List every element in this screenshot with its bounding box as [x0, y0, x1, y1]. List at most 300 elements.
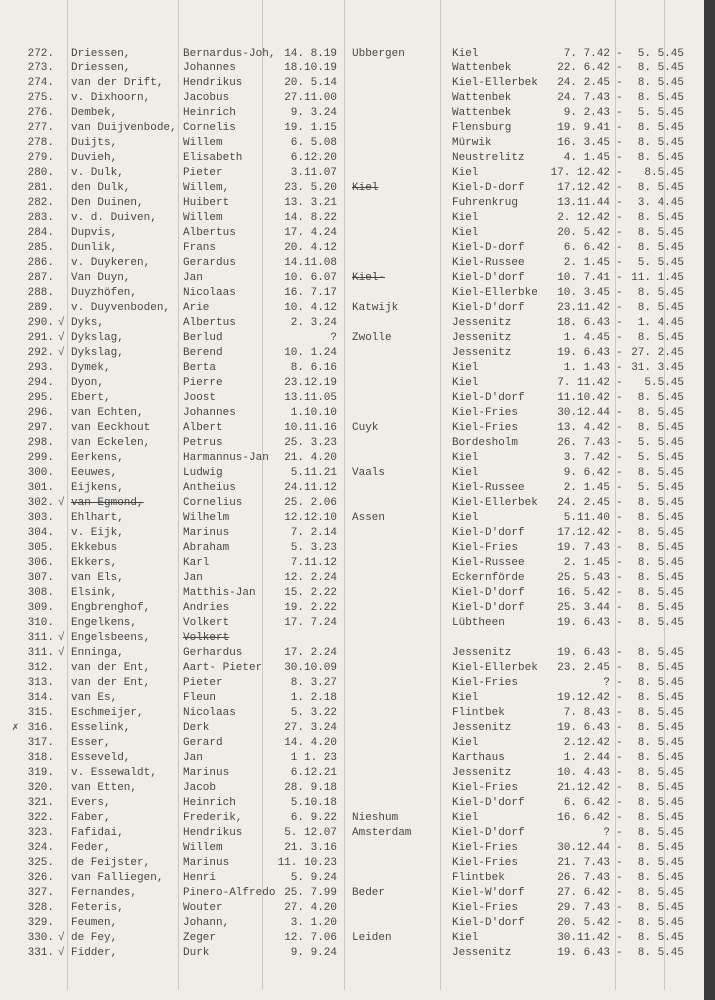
cell-dash: - [616, 842, 623, 854]
cell-nr: 302. [27, 497, 54, 509]
cell-born: 18.10.19 [284, 62, 337, 74]
cell-from: 9. 2.43 [563, 107, 610, 119]
cell-camp: Wattenbek [452, 62, 512, 74]
cell-from: 17.12.42 [557, 182, 610, 194]
cell-surname: Duyzhöfen, [71, 287, 138, 299]
cell-camp: Jessenitz [452, 647, 512, 659]
cell-surname: van Echten, [71, 407, 144, 419]
cell-surname: van der Drift, [71, 77, 164, 89]
cell-birthplace: Ubbergen [352, 48, 405, 60]
cell-camp: Kiel [452, 467, 479, 479]
cell-dash: - [616, 392, 623, 404]
check-mark-icon: √ [58, 647, 65, 659]
cell-surname: Ekkers, [71, 557, 118, 569]
cell-dash: - [616, 62, 623, 74]
cell-from: 23.11.42 [557, 302, 610, 314]
cell-dash: - [616, 437, 623, 449]
cell-camp: Kiel-Fries [452, 782, 519, 794]
cell-firstname: Nicolaas [183, 707, 236, 719]
cell-to: 8. 5.45 [637, 587, 684, 599]
cell-camp: Kiel [452, 167, 479, 179]
cell-nr: 299. [27, 452, 54, 464]
cell-camp: Kiel-Ellerbek [452, 77, 538, 89]
cell-surname: Feteris, [71, 902, 124, 914]
cell-camp: Eckernförde [452, 572, 525, 584]
cell-dash: - [616, 302, 623, 314]
cell-dash: - [616, 467, 623, 479]
cell-to: 5.5.45 [644, 377, 684, 389]
cell-to: 8. 5.45 [637, 62, 684, 74]
cell-born: 23.12.19 [284, 377, 337, 389]
cell-born: 6. 9.22 [290, 812, 337, 824]
cell-dash: - [616, 647, 623, 659]
cell-dash: - [616, 677, 623, 689]
cell-nr: 306. [27, 557, 54, 569]
cell-surname: Fernandes, [71, 887, 138, 899]
cell-firstname: Wouter [183, 902, 223, 914]
cell-to: 8. 5.45 [637, 707, 684, 719]
cell-firstname: Frans [183, 242, 217, 254]
cell-dash: - [616, 932, 623, 944]
cell-dash: - [616, 782, 623, 794]
cell-from: 22. 6.42 [557, 62, 610, 74]
cell-nr: 324. [27, 842, 54, 854]
cell-dash: - [616, 662, 623, 674]
cell-dash: - [616, 287, 623, 299]
cell-firstname: Gerard [183, 737, 223, 749]
cell-camp: Wattenbek [452, 107, 512, 119]
cell-nr: 294. [27, 377, 54, 389]
cell-camp: Kiel-Fries [452, 407, 519, 419]
cell-dash: - [616, 377, 623, 389]
cell-nr: 279. [27, 152, 54, 164]
cell-from: 11.10.42 [557, 392, 610, 404]
cell-to: 8. 5.45 [637, 497, 684, 509]
cell-firstname: Pinero-Alfredo [183, 887, 276, 899]
cell-surname: Driessen, [71, 48, 131, 60]
cell-surname: de Feijster, [71, 857, 151, 869]
cell-to: 8. 5.45 [637, 227, 684, 239]
cell-birthplace: Amsterdam [352, 827, 412, 839]
cell-from: 2. 1.45 [563, 482, 610, 494]
cell-to: 8. 5.45 [637, 467, 684, 479]
cell-surname: de Fey, [71, 932, 118, 944]
cell-surname: Eeuwes, [71, 467, 118, 479]
cell-to: 8. 5.45 [637, 617, 684, 629]
cell-firstname: Karl [183, 557, 210, 569]
cell-dash: - [616, 122, 623, 134]
cell-from: 6. 6.42 [563, 242, 610, 254]
cell-surname: Engbrenghof, [71, 602, 151, 614]
cell-nr: 309. [27, 602, 54, 614]
cell-firstname: Aart- Pieter [183, 662, 263, 674]
cell-to: 5. 5.45 [637, 437, 684, 449]
cell-surname: van Falliegen, [71, 872, 164, 884]
cell-to: 8. 5.45 [637, 557, 684, 569]
cell-nr: 297. [27, 422, 54, 434]
cell-from: 17. 12.42 [550, 167, 610, 179]
cell-born: 5.10.18 [290, 797, 337, 809]
cell-camp: Kiel-Fries [452, 422, 519, 434]
column-rule [262, 0, 263, 990]
cell-dash: - [616, 317, 623, 329]
cell-firstname: Cornelius [183, 497, 243, 509]
cell-firstname: Wilhelm [183, 512, 230, 524]
cell-camp: Karthaus [452, 752, 505, 764]
cell-born: 5. 3.22 [290, 707, 337, 719]
cell-camp: Kiel-D'dorf [452, 392, 525, 404]
cell-surname: Esseveld, [71, 752, 131, 764]
cell-surname: den Dulk, [71, 182, 131, 194]
cell-to: 8. 5.45 [637, 182, 684, 194]
cell-dash: - [616, 48, 623, 60]
cell-to: 8. 5.45 [637, 212, 684, 224]
cell-from: 19. 6.43 [557, 947, 610, 959]
cell-from: 23. 2.45 [557, 662, 610, 674]
cell-dash: - [616, 602, 623, 614]
cell-surname: Dykslag, [71, 347, 124, 359]
cell-to: 8. 5.45 [637, 662, 684, 674]
cell-dash: - [616, 617, 623, 629]
cell-to: 8. 5.45 [637, 302, 684, 314]
cell-firstname: Abraham [183, 542, 230, 554]
cell-to: 3. 4.45 [637, 197, 684, 209]
cell-to: 8. 5.45 [637, 842, 684, 854]
cell-born: 19. 1.15 [284, 122, 337, 134]
cell-nr: 280. [27, 167, 54, 179]
cell-from: 19. 6.43 [557, 617, 610, 629]
cell-nr: 320. [27, 782, 54, 794]
cell-born: 10. 4.12 [284, 302, 337, 314]
cell-dash: - [616, 92, 623, 104]
cell-nr: 289. [27, 302, 54, 314]
cell-from: 5.11.40 [563, 512, 610, 524]
cell-camp: Bordesholm [452, 437, 519, 449]
cell-to: 27. 2.45 [631, 347, 684, 359]
cell-dash: - [616, 347, 623, 359]
column-rule [344, 0, 345, 990]
cell-dash: - [616, 407, 623, 419]
cell-surname: van der Ent, [71, 677, 151, 689]
cell-surname: Driessen, [71, 62, 131, 74]
cell-surname: Van Duyn, [71, 272, 131, 284]
cell-camp: Kiel-Russee [452, 557, 525, 569]
cell-surname: van Egmond, [71, 497, 144, 509]
cell-born: 13.11.05 [284, 392, 337, 404]
cell-firstname: Berlud [183, 332, 223, 344]
cell-firstname: Berend [183, 347, 223, 359]
cell-camp: Kiel-Ellerbek [452, 497, 538, 509]
cell-nr: 321. [27, 797, 54, 809]
cell-camp: Kiel [452, 227, 479, 239]
cell-nr: 310. [27, 617, 54, 629]
cell-from: 19. 6.43 [557, 647, 610, 659]
cell-dash: - [616, 512, 623, 524]
cell-surname: Dyks, [71, 317, 105, 329]
cell-nr: 329. [27, 917, 54, 929]
cell-nr: 318. [27, 752, 54, 764]
cell-dash: - [616, 902, 623, 914]
cell-firstname: Marinus [183, 857, 230, 869]
cell-dash: - [616, 452, 623, 464]
cell-camp: Mürwik [452, 137, 492, 149]
cell-firstname: Gerardus [183, 257, 236, 269]
cell-dash: - [616, 692, 623, 704]
cell-dash: - [616, 572, 623, 584]
cell-from: 24. 2.45 [557, 77, 610, 89]
cell-surname: van Els, [71, 572, 124, 584]
cell-from: 25. 5.43 [557, 572, 610, 584]
cell-firstname: Johann, [183, 917, 230, 929]
cell-birthplace: Vaals [352, 467, 386, 479]
cell-firstname: Fleun [183, 692, 217, 704]
cell-to: 8. 5.45 [637, 122, 684, 134]
cell-nr: 313. [27, 677, 54, 689]
cell-born: 13. 3.21 [284, 197, 337, 209]
cell-to: 11. 1.45 [631, 272, 684, 284]
cell-born: 14. 8.19 [284, 48, 337, 60]
cell-born: 2. 3.24 [290, 317, 337, 329]
cell-from: 19. 7.43 [557, 542, 610, 554]
cell-firstname: Arie [183, 302, 210, 314]
cell-to: 31. 3.45 [631, 362, 684, 374]
cell-nr: 284. [27, 227, 54, 239]
cell-dash: - [616, 182, 623, 194]
cell-surname: van Duijvenbode, [71, 122, 177, 134]
cell-firstname: Hendrikus [183, 77, 243, 89]
cell-from: 19.12.42 [557, 692, 610, 704]
cell-born: 3.11.07 [290, 167, 337, 179]
cell-to: 8. 5.45 [637, 947, 684, 959]
cell-surname: v. Duyvenboden, [71, 302, 171, 314]
cell-surname: van der Ent, [71, 662, 151, 674]
cell-firstname: Joost [183, 392, 217, 404]
cell-to: 8. 5.45 [637, 752, 684, 764]
cell-surname: Den Duinen, [71, 197, 144, 209]
cell-born: 10.11.16 [284, 422, 337, 434]
cell-nr: 293. [27, 362, 54, 374]
cell-to: 8. 5.45 [637, 677, 684, 689]
cell-born: 21. 4.20 [284, 452, 337, 464]
cell-surname: Dunlik, [71, 242, 118, 254]
cell-nr: 328. [27, 902, 54, 914]
cell-surname: v. Essewaldt, [71, 767, 157, 779]
cell-nr: 295. [27, 392, 54, 404]
column-rule [178, 0, 179, 990]
cell-surname: Esser, [71, 737, 111, 749]
cell-nr: 307. [27, 572, 54, 584]
cell-to: 5. 5.45 [637, 452, 684, 464]
cell-born: 27. 3.24 [284, 722, 337, 734]
cell-from: 30.12.44 [557, 407, 610, 419]
cell-camp: Fuhrenkrug [452, 197, 519, 209]
cell-born: 7.11.12 [290, 557, 337, 569]
cell-born: ? [330, 332, 337, 344]
cell-dash: - [616, 737, 623, 749]
cell-born: 17. 2.24 [284, 647, 337, 659]
cell-to: 8. 5.45 [637, 527, 684, 539]
cell-dash: - [616, 362, 623, 374]
cell-surname: van Eckelen, [71, 437, 151, 449]
cell-dash: - [616, 827, 623, 839]
cell-nr: 287. [27, 272, 54, 284]
cell-from: 7. 8.43 [563, 707, 610, 719]
cell-camp: Kiel-D'dorf [452, 527, 525, 539]
cell-from: 2. 12.42 [557, 212, 610, 224]
cell-nr: 319. [27, 767, 54, 779]
cell-camp: Kiel-D'dorf [452, 797, 525, 809]
cell-surname: Feumen, [71, 917, 118, 929]
cell-dash: - [616, 227, 623, 239]
column-rule [67, 0, 68, 990]
cell-firstname: Albertus [183, 227, 236, 239]
cell-born: 12. 7.06 [284, 932, 337, 944]
cell-camp: Kiel [452, 737, 479, 749]
cell-born: 9. 3.24 [290, 107, 337, 119]
cell-born: 8. 6.16 [290, 362, 337, 374]
cell-nr: 331. [27, 947, 54, 959]
cell-to: 5. 5.45 [637, 48, 684, 60]
cell-born: 7. 2.14 [290, 527, 337, 539]
cell-surname: Eijkens, [71, 482, 124, 494]
cell-to: 8. 5.45 [637, 917, 684, 929]
check-mark-icon: √ [58, 932, 65, 944]
cell-born: 19. 2.22 [284, 602, 337, 614]
cell-firstname: Willem [183, 137, 223, 149]
cell-from: 7. 7.42 [563, 48, 610, 60]
cell-from: 10. 4.43 [557, 767, 610, 779]
cell-nr: 315. [27, 707, 54, 719]
cell-surname: Faber, [71, 812, 111, 824]
cell-nr: 314. [27, 692, 54, 704]
cell-nr: 323. [27, 827, 54, 839]
cell-dash: - [616, 917, 623, 929]
cell-nr: 316. [27, 722, 54, 734]
cell-to: 8. 5.45 [637, 287, 684, 299]
cell-surname: van Etten, [71, 782, 138, 794]
cell-surname: van Es, [71, 692, 118, 704]
cell-camp: Jessenitz [452, 722, 512, 734]
cell-born: 25. 3.23 [284, 437, 337, 449]
cell-to: 8. 5.45 [637, 242, 684, 254]
cell-to: 1. 4.45 [637, 317, 684, 329]
cell-from: 30.12.44 [557, 842, 610, 854]
cell-firstname: Heinrich [183, 797, 236, 809]
cell-surname: Eschmeijer, [71, 707, 144, 719]
cell-to: 8. 5.45 [637, 782, 684, 794]
cell-camp: Kiel [452, 932, 479, 944]
cell-from: 16. 5.42 [557, 587, 610, 599]
cell-camp: Kiel [452, 812, 479, 824]
cell-from: 19. 6.43 [557, 347, 610, 359]
cell-camp: Kiel-D'dorf [452, 587, 525, 599]
cell-to: 8. 5.45 [637, 932, 684, 944]
cell-surname: Feder, [71, 842, 111, 854]
cell-from: 6. 6.42 [563, 797, 610, 809]
cell-to: 8. 5.45 [637, 812, 684, 824]
cell-born: 5. 9.24 [290, 872, 337, 884]
cell-from: 10. 3.45 [557, 287, 610, 299]
cell-born: 6.12.20 [290, 152, 337, 164]
cell-firstname: Volkert [183, 617, 230, 629]
cell-firstname: Huibert [183, 197, 230, 209]
cell-born: 16. 7.17 [284, 287, 337, 299]
cell-to: 8. 5.45 [637, 872, 684, 884]
cell-camp: Kiel-Russee [452, 257, 525, 269]
cell-firstname: Johannes [183, 407, 236, 419]
cell-firstname: Bernardus-Joh, [183, 48, 276, 60]
cell-nr: 278. [27, 137, 54, 149]
cell-nr: 327. [27, 887, 54, 899]
cell-firstname: Marinus [183, 527, 230, 539]
cell-born: 15. 2.22 [284, 587, 337, 599]
cell-from: 10. 7.41 [557, 272, 610, 284]
cell-to: 8. 5.45 [637, 857, 684, 869]
cell-born: 1. 2.18 [290, 692, 337, 704]
cell-dash: - [616, 797, 623, 809]
cell-dash: - [616, 857, 623, 869]
cell-nr: 322. [27, 812, 54, 824]
pencil-mark-icon: ✗ [12, 722, 19, 734]
cell-to: 8. 5.45 [637, 827, 684, 839]
cell-dash: - [616, 422, 623, 434]
cell-dash: - [616, 482, 623, 494]
cell-nr: 330. [27, 932, 54, 944]
check-mark-icon: √ [58, 947, 65, 959]
cell-nr: 296. [27, 407, 54, 419]
cell-surname: Eerkens, [71, 452, 124, 464]
cell-to: 8. 5.45 [637, 407, 684, 419]
cell-from: 2. 1.45 [563, 557, 610, 569]
cell-born: 14. 8.22 [284, 212, 337, 224]
cell-nr: 272. [27, 48, 54, 60]
cell-nr: 304. [27, 527, 54, 539]
cell-firstname: Jan [183, 572, 203, 584]
cell-from: 16. 6.42 [557, 812, 610, 824]
cell-firstname: Henri [183, 872, 217, 884]
cell-to: 8. 5.45 [637, 647, 684, 659]
cell-firstname: Cornelis [183, 122, 236, 134]
cell-nr: 274. [27, 77, 54, 89]
cell-camp: Kiel [452, 512, 479, 524]
cell-from: 17.12.42 [557, 527, 610, 539]
cell-nr: 311. [27, 647, 54, 659]
check-mark-icon: √ [58, 317, 65, 329]
cell-dash: - [616, 872, 623, 884]
cell-camp: Kiel-Fries [452, 677, 519, 689]
cell-firstname: Willem [183, 842, 223, 854]
cell-nr: 325. [27, 857, 54, 869]
cell-firstname: Ludwig [183, 467, 223, 479]
cell-surname: v. Dixhoorn, [71, 92, 151, 104]
cell-dash: - [616, 107, 623, 119]
cell-firstname: Albert [183, 422, 223, 434]
cell-nr: 286. [27, 257, 54, 269]
cell-to: 8. 5.45 [637, 887, 684, 899]
cell-surname: Ekkebus [71, 542, 118, 554]
cell-surname: v. d. Duiven, [71, 212, 157, 224]
cell-surname: v. Dulk, [71, 167, 124, 179]
cell-surname: Dupvis, [71, 227, 118, 239]
cell-camp: Kiel-W'dorf [452, 887, 525, 899]
cell-nr: 303. [27, 512, 54, 524]
cell-to: 5. 5.45 [637, 482, 684, 494]
cell-born: 25. 2.06 [284, 497, 337, 509]
cell-born: 8. 3.27 [290, 677, 337, 689]
cell-to: 8. 5.45 [637, 422, 684, 434]
cell-firstname: Volkert [183, 632, 230, 644]
cell-surname: Elsink, [71, 587, 118, 599]
